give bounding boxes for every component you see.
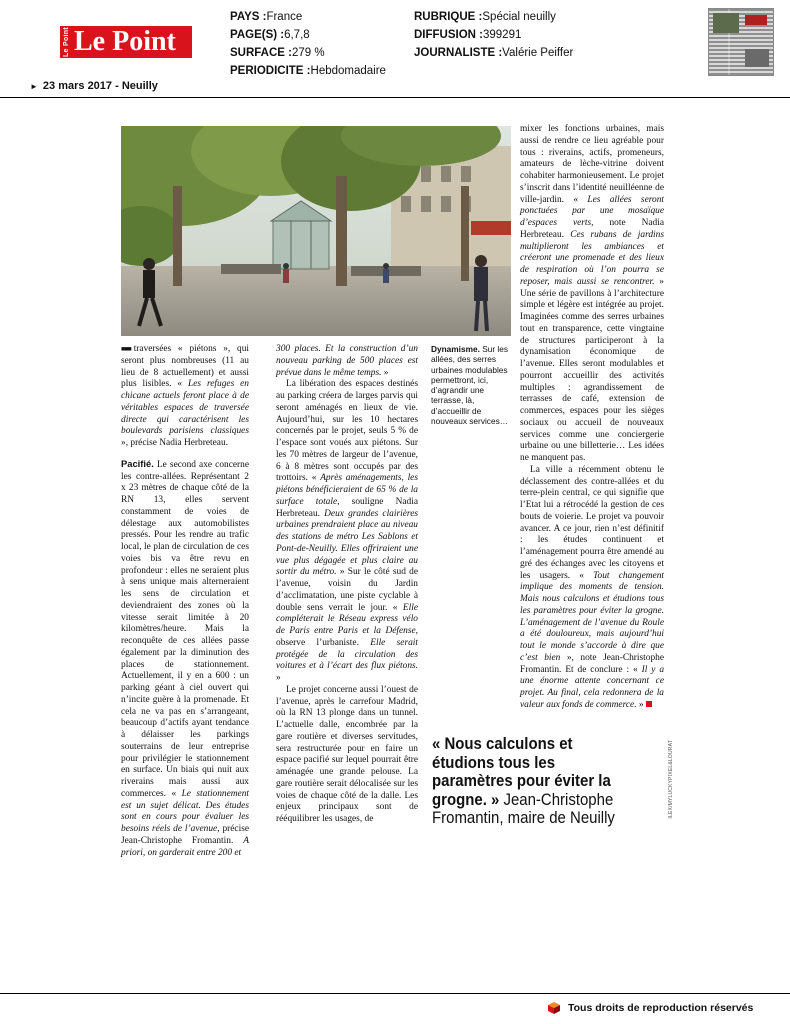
meta-periodicite: PERIODICITE :Hebdomadaire bbox=[230, 65, 386, 77]
end-mark-icon bbox=[646, 701, 652, 707]
article-column-4 bbox=[520, 124, 664, 712]
cube-logo-icon bbox=[548, 1002, 560, 1014]
meta-journaliste: JOURNALISTE :Valérie Peiffer bbox=[414, 47, 574, 59]
meta-right bbox=[414, 8, 573, 62]
bottom-rule bbox=[0, 993, 790, 994]
logo-text: Le Point bbox=[74, 26, 176, 57]
paragraph: La libération des espaces destinés au parking créera de larges parvis qui seront aménagés en lieux de vie. Aujourd’hui, sur les 10 hectares concernés par le projet, seuls 5 % de l’espace sont voués aux piétons. Sur les 70 mètres de largeur de l’avenue, 6 à 8 mètres sont occupés par des trottoirs. « Après aménagements, les piétons bénéficieraient de 65 % de la surface totale, souligne Nadia Herbreteau. Deux grandes clairières urbaines prendraient place au niveau des stations de métro Les Sablons et Pont-de-Neuilly. Elles offriraient une vue plus dégagée et plus claire au sortir du métro. » Sur le côté sud de l’avenue, voisin du Jardin d’acclimatation, une piste cyclable à double sens verrait le jour. « Elle compléterait le Réseau express vélo de Paris entre Paris et la Défense, observe l’urbaniste. Elle serait protégée de la circulation des voitures et à l’écart des flux piétons. » bbox=[276, 379, 419, 683]
paragraph: Pacifié. Le second axe concerne les contre-allées. Représentant 2 x 23 mètres de chaque côté de la RN 13, elles servent constamment de voies de délestage aux automobilistes pressés. Pour les rendre au trafic local, le plan de circulation de ces voies bis va être revu en profondeur : elles ne seraient plus à sens unique mais alterneraient les sens de circulation et deviendraient des zones où la vitesse serait limitée à 20 kilomètres/heure. Mais la reconquête de ces allées passe également par la diminution des places de stationnement. Actuellement, il y en a 600 : un parking géant à ciel ouvert qui n’incite guère à la promenade. Et cela ne va pas en s’arrangeant, beaucoup d’actifs ayant tendance à délaisser les parkings souterrains de leur entreprise pour privilégier le stationnement en surface. Un biais qui nuit aux riverains mais aussi aux commerces. « Le stationnement est un sujet délicat. Des études sont en cours pour évaluer les besoins réels de l’avenue, précise Jean-Christophe Fromantin. A priori, on garderait entre 200 et bbox=[121, 457, 249, 858]
meta-rubrique: RUBRIQUE :Spécial neuilly bbox=[414, 11, 556, 23]
photo-credit: ILEX/MYLUCKYPIXEL&LOURAT bbox=[668, 740, 674, 819]
paragraph: ■■■ traversées « piétons », qui seront plus nombreuses (11 au lieu de 8 actuellement) et aussi plus lisibles. « Les refuges en chicane actuels feront place à de véritables espaces de traversée directe qui caractérisent les boulevards parisiens classiques », précise Nadia Herbreteau. bbox=[121, 344, 249, 448]
paragraph: Le projet concerne aussi l’ouest de l’avenue, après le carrefour Madrid, où la RN 13 plonge dans un tunnel. L’actuelle dalle, encombrée par la gare routière et diverses servitudes, sera restructurée pour en faire un espace pacifié sur lequel pourrait être aménagée une grande pelouse. La gare routière serait délocalisée sur les voies de chaque côté de la dalle. Les enjeux principaux sont de rééquilibrer les usages, de bbox=[276, 684, 418, 824]
paragraph: mixer les fonctions urbaines, mais aussi de rendre ce lieu agréable pour tous : riverains, actifs, promeneurs, amateurs de lèche-vitrine doivent cohabiter harmonieusement. Le projet s’inscrit dans l’identité neuilléenne de ville-jardin. « Les allées seront ponctuées par une mosaïque d’espaces verts, note Nadia Herbreteau. Ces rubans de jardins multiplieront les ambiances et créeront une promenade et des lieux de respiration où l’on pourra se reposer, mais aussi se rencontrer. » Une série de pavillons à l’architecture simple et légère est intégrée au projet. Imaginées comme des serres urbaines tout en transparence, cette vingtaine de structures participeront à la dynamisation économique de l’avenue. Elles seront modulables et pourront accueillir des activités multiples : agrandissement de terrasses de café, extension de commerces, espaces pour les sièges sociaux ou accueil de nouveaux services comme une conciergerie urbaine ou une billetterie… Les idées ne manquent pas. bbox=[520, 124, 665, 463]
top-rule bbox=[0, 97, 790, 98]
article-column-2 bbox=[276, 344, 418, 826]
meta-surface: SURFACE :279 % bbox=[230, 47, 325, 59]
photo-caption: Dynamisme. Sur les allées, des serres urbaines modulables permettront, ici, d’agrandir une terrasse, là, d’accueillir de nouveaux services… bbox=[431, 344, 509, 427]
meta-pages: PAGE(S) :6,7,8 bbox=[230, 29, 310, 41]
footer bbox=[548, 1002, 753, 1014]
article-column-1 bbox=[121, 344, 249, 859]
meta-diffusion: DIFFUSION :399291 bbox=[414, 29, 522, 41]
pull-quote-text: « Nous calculons et étudions tous les paramètres pour éviter la grogne. » bbox=[432, 734, 611, 809]
pull-quote bbox=[432, 735, 636, 828]
paragraph: La ville a récemment obtenu le déclassement des contre-allées et du terre-plein central, ce qui signifie que l’Etat lui a rétrocédé la gestion de ces bouts de voierie. Le projet va pouvoir avancer. A ce jour, rien n’est définitif : les études continuent et l’aménagement pourra être amendé au gré des échanges avec les citoyens et les usagers. « Tout changement implique des moments de tension. Mais nous calculons et étudions tous les paramètres pour éviter la grogne. L’aménagement de l’avenue du Roule a été douloureux, mais aujourd’hui tout le monde s’accorde à dire que c’est bien », note Jean-Christophe Fromantin. Et de conclure : « Il y a une énorme attente concernant ce projet. Au final, cela redonnera de la valeur aux fonds de commerce. » bbox=[520, 464, 665, 710]
pull-quote-author: Jean-Christophe Fromantin, maire de Neuilly bbox=[432, 789, 615, 828]
le-point-logo bbox=[60, 26, 192, 58]
footer-rights-text: Tous droits de reproduction réservés bbox=[568, 1002, 754, 1014]
subhead-pacifie: Pacifié. bbox=[121, 457, 154, 469]
dateline: ► 23 mars 2017 - Neuilly bbox=[30, 80, 158, 92]
avenue-scene-illustration bbox=[121, 126, 511, 336]
meta-left bbox=[230, 8, 386, 80]
triangle-bullet-icon: ► bbox=[30, 82, 38, 91]
page-thumbnail bbox=[708, 8, 774, 76]
section-squares-icon: ■■■ bbox=[121, 345, 131, 353]
paragraph: 300 places. Et la construction d’un nouveau parking de 500 places est prévue dans le même temps. » bbox=[276, 344, 418, 378]
logo-side-text: Le Point bbox=[63, 26, 70, 57]
meta-pays: PAYS :France bbox=[230, 11, 303, 23]
article-photo bbox=[121, 126, 511, 336]
